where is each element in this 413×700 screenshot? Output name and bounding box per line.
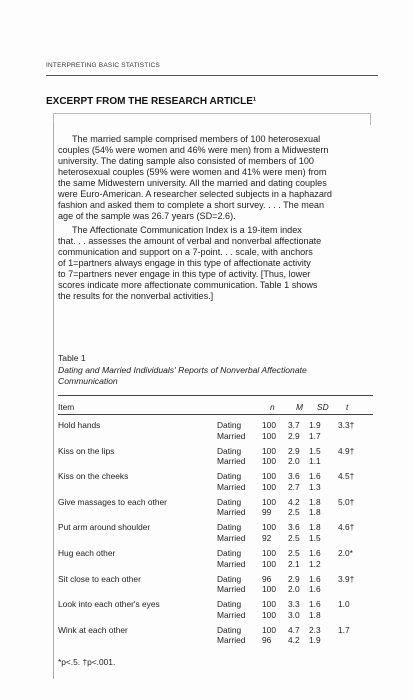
table-cell-sd: 1.6 bbox=[309, 548, 321, 558]
table-cell-m: 4.2 bbox=[288, 635, 300, 646]
table-cell-m: 4.2 bbox=[288, 496, 300, 507]
table-footnote: *p<.5. †p<.001. bbox=[58, 657, 116, 667]
header-rule bbox=[46, 75, 378, 76]
text-line: The married sample comprised members of 100 heterosexual bbox=[72, 134, 321, 144]
table-cell-n: 100 bbox=[262, 624, 276, 635]
table-cell-n: 100 bbox=[262, 599, 276, 610]
table-top-rule bbox=[58, 395, 373, 396]
table-cell-n: 100 bbox=[262, 548, 276, 558]
table-cell-m: 3.3 bbox=[288, 599, 300, 610]
table-cell-sd: 1.6 bbox=[309, 599, 321, 610]
table-cell-m: 2.5 bbox=[288, 548, 300, 558]
table-cell-item: Wink at each other bbox=[58, 624, 128, 635]
table-cell-g: Dating bbox=[217, 573, 242, 584]
table-cell-item: Hug each other bbox=[58, 548, 116, 558]
table-cell-sd: 1.1 bbox=[309, 456, 321, 467]
table-cell-g: Dating bbox=[217, 471, 242, 482]
table-cell-n: 100 bbox=[262, 584, 276, 595]
table-cell-g: Married bbox=[217, 456, 246, 467]
table-cell-sd: 1.7 bbox=[309, 430, 321, 441]
table-label: Table 1 bbox=[58, 353, 86, 363]
table-cell-item: Kiss on the cheeks bbox=[58, 471, 129, 482]
table-cell-n: 100 bbox=[262, 481, 276, 492]
table-cell-m: 2.0 bbox=[288, 456, 300, 467]
table-cell-item: Hold hands bbox=[58, 420, 101, 430]
table-cell-t: 5.0† bbox=[338, 496, 355, 507]
text-line: were Euro-American. A researcher selected subjects in a haphazard bbox=[58, 189, 332, 200]
table-cell-g: Dating bbox=[217, 522, 242, 533]
table-cell-sd: 1.9 bbox=[309, 420, 321, 430]
table-cell-m: 2.9 bbox=[288, 573, 300, 584]
table-cell-m: 2.1 bbox=[288, 558, 300, 569]
table-cell-item: Look into each other's eyes bbox=[58, 599, 160, 610]
table-cell-n: 100 bbox=[262, 420, 276, 430]
column-header-sd: SD bbox=[317, 402, 329, 412]
table-cell-n: 92 bbox=[262, 533, 272, 543]
table-cell-sd: 1.3 bbox=[309, 481, 321, 492]
table-cell-g: Married bbox=[217, 507, 246, 518]
table-cell-n: 100 bbox=[262, 496, 276, 507]
table-cell-t: 2.0* bbox=[338, 548, 353, 558]
table-cell-t: 4.5† bbox=[338, 471, 355, 482]
table-cell-n: 100 bbox=[262, 430, 276, 441]
table-cell-n: 100 bbox=[262, 445, 276, 456]
table-cell-m: 2.7 bbox=[288, 481, 300, 492]
table-caption-line-1: Dating and Married Individuals' Reports of Nonverbal Affectionate bbox=[58, 365, 307, 375]
table-cell-m: 2.0 bbox=[288, 584, 300, 595]
table-cell-n: 96 bbox=[262, 573, 272, 584]
table-cell-sd: 1.8 bbox=[309, 507, 321, 518]
text-line: the results for the nonverbal activities.] bbox=[58, 291, 214, 302]
table-caption-line-2: Communication bbox=[58, 376, 118, 386]
table-cell-t: 3.3† bbox=[338, 420, 355, 430]
table-cell-n: 100 bbox=[262, 558, 276, 569]
table-cell-t: 4.9† bbox=[338, 445, 355, 456]
table-cell-sd: 1.8 bbox=[309, 609, 321, 620]
table-cell-sd: 1.6 bbox=[309, 584, 321, 595]
table-cell-m: 2.5 bbox=[288, 507, 300, 518]
table-cell-m: 2.9 bbox=[288, 430, 300, 441]
table-cell-n: 96 bbox=[262, 635, 272, 646]
table-cell-sd: 1.5 bbox=[309, 445, 321, 456]
text-line: The Affectionate Communication Index is a 19-item index bbox=[72, 225, 302, 235]
table-cell-sd: 1.8 bbox=[309, 522, 321, 533]
table-cell-n: 100 bbox=[262, 522, 276, 533]
column-header-m: M bbox=[296, 402, 303, 412]
table-cell-item: Give massages to each other bbox=[58, 496, 167, 507]
table-cell-g: Married bbox=[217, 635, 246, 646]
table-cell-sd: 1.6 bbox=[309, 573, 321, 584]
column-header-n: n bbox=[270, 402, 275, 412]
table-cell-sd: 2.3 bbox=[309, 624, 321, 635]
text-line: age of the sample was 26.7 years (SD=2.6). bbox=[58, 211, 236, 222]
table-cell-t: 1.0 bbox=[338, 599, 350, 610]
table-cell-g: Married bbox=[217, 481, 246, 492]
table-cell-sd: 1.2 bbox=[309, 558, 321, 569]
table-header-rule bbox=[58, 414, 373, 415]
table-cell-item: Sit close to each other bbox=[58, 573, 141, 584]
table-cell-n: 100 bbox=[262, 609, 276, 620]
table-cell-n: 100 bbox=[262, 456, 276, 467]
table-cell-g: Married bbox=[217, 533, 246, 543]
column-header-item: Item bbox=[58, 402, 75, 412]
article-paragraph-2 bbox=[58, 225, 378, 302]
text-line: of 1=partners always engage in this type of affectionate activity bbox=[58, 258, 311, 269]
table-cell-g: Dating bbox=[217, 548, 242, 558]
text-line: the same Midwestern university. All the married and dating couples bbox=[58, 178, 327, 189]
table-cell-t: 4.6† bbox=[338, 522, 355, 533]
text-line: communication and support on a 7-point. . . scale, with anchors bbox=[58, 247, 313, 258]
table-cell-g: Married bbox=[217, 430, 246, 441]
table-cell-m: 3.6 bbox=[288, 471, 300, 482]
table-cell-item: Put arm around shoulder bbox=[58, 522, 151, 533]
table-cell-t: 1.7 bbox=[338, 624, 350, 635]
column-header-t: t bbox=[346, 402, 349, 412]
table-cell-m: 3.6 bbox=[288, 522, 300, 533]
text-line: that. . . assesses the amount of verbal and nonverbal affectionate bbox=[58, 236, 322, 247]
table-cell-g: Dating bbox=[217, 624, 242, 635]
section-title: EXCERPT FROM THE RESEARCH ARTICLE¹ bbox=[46, 96, 257, 107]
table-cell-m: 4.7 bbox=[288, 624, 300, 635]
table-cell-m: 3.0 bbox=[288, 609, 300, 620]
table-cell-m: 2.5 bbox=[288, 533, 300, 543]
text-line: fashion and asked them to complete a short survey. . . . The mean bbox=[58, 200, 325, 211]
text-line: couples (54% were women and 46% were men) from a Midwestern bbox=[58, 145, 329, 156]
table-cell-g: Married bbox=[217, 584, 246, 595]
text-line: heterosexual couples (59% were women and 41% were men) from bbox=[58, 167, 327, 178]
text-line: university. The dating sample also consisted of members of 100 bbox=[58, 156, 314, 167]
table-cell-sd: 1.9 bbox=[309, 635, 321, 646]
table-cell-n: 100 bbox=[262, 471, 276, 482]
table-cell-g: Dating bbox=[217, 496, 242, 507]
table-cell-g: Married bbox=[217, 609, 246, 620]
text-line: to 7=partners never engage in this type of activity. [Thus, lower bbox=[58, 269, 311, 280]
article-paragraph-1 bbox=[58, 134, 378, 222]
table-cell-sd: 1.5 bbox=[309, 533, 321, 543]
table-cell-item: Kiss on the lips bbox=[58, 445, 115, 456]
running-head: INTERPRETING BASIC STATISTICS bbox=[46, 62, 160, 69]
table-cell-m: 3.7 bbox=[288, 420, 300, 430]
table-cell-t: 3.9† bbox=[338, 573, 355, 584]
table-cell-g: Dating bbox=[217, 445, 242, 456]
table-cell-sd: 1.8 bbox=[309, 496, 321, 507]
table-cell-g: Dating bbox=[217, 599, 242, 610]
table-cell-n: 99 bbox=[262, 507, 272, 518]
table-cell-m: 2.9 bbox=[288, 445, 300, 456]
text-line: scores indicate more affectionate communication. Table 1 shows bbox=[58, 280, 318, 291]
table-cell-g: Married bbox=[217, 558, 246, 569]
table-cell-g: Dating bbox=[217, 420, 242, 430]
table-cell-sd: 1.6 bbox=[309, 471, 321, 482]
